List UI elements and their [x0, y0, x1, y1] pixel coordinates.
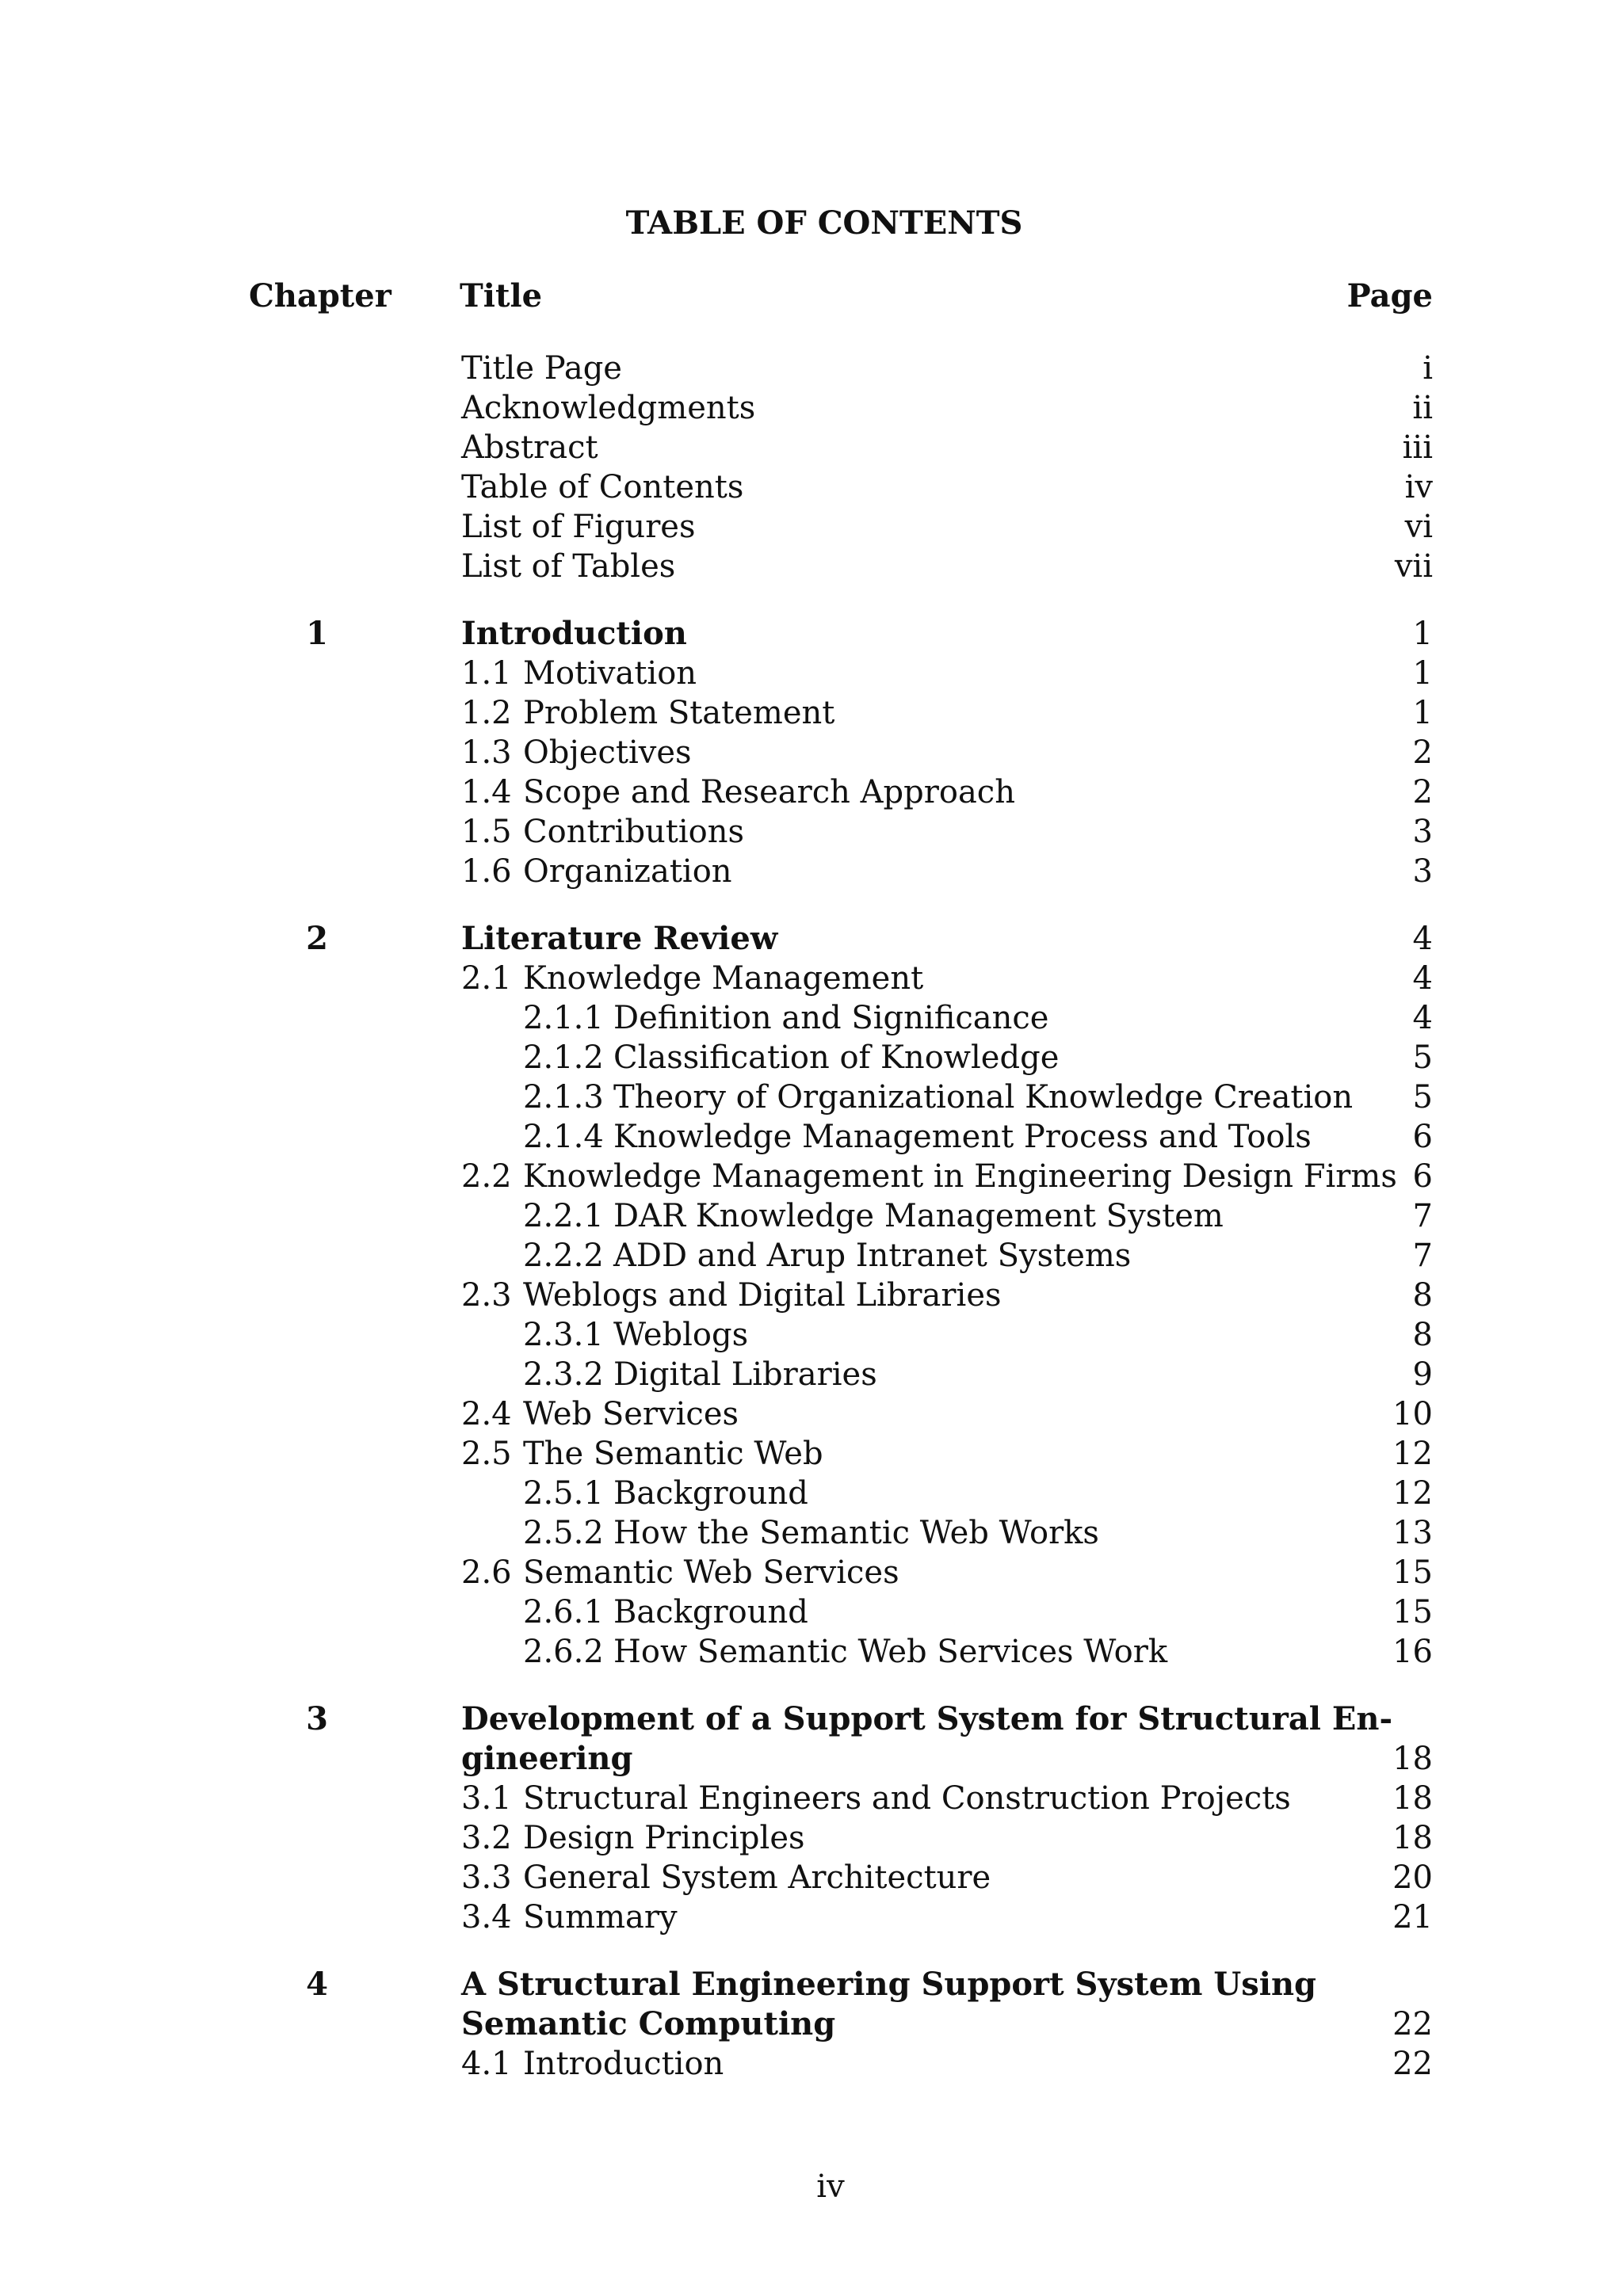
- toc-entry-title: [461, 733, 692, 772]
- toc-entry-page: 4: [1412, 960, 1433, 997]
- section-number: 2.1.4: [523, 1119, 604, 1155]
- toc-entry: [0, 507, 1623, 547]
- toc-entry-page: 18: [1392, 1741, 1433, 1777]
- section-number: 2.2.1: [523, 1198, 604, 1234]
- toc-entry-page: 21: [1392, 1899, 1433, 1936]
- toc-entry-title: [461, 959, 923, 998]
- toc-entry-label: Knowledge Management in Engineering Design Firms: [523, 1158, 1397, 1195]
- section-number: 2.3.1: [523, 1317, 604, 1353]
- section-number: 1.4: [461, 774, 512, 810]
- toc-entry-page: 2: [1412, 734, 1433, 771]
- toc-entry-label: Knowledge Management Process and Tools: [613, 1119, 1312, 1155]
- toc-entry-title: [461, 614, 687, 654]
- toc-entry-label: Definition and Significance: [613, 1000, 1049, 1036]
- toc-entry-page: 22: [1392, 2046, 1433, 2082]
- section-number: 1.1: [461, 655, 512, 692]
- toc-entry-label: General System Architecture: [523, 1859, 991, 1896]
- section-number: 1.5: [461, 814, 512, 850]
- toc-entry-label: Semantic Web Services: [523, 1554, 899, 1591]
- section-number: 4.1: [461, 2046, 512, 2082]
- toc-entry: [0, 1818, 1623, 1858]
- toc-entry: [0, 1394, 1623, 1434]
- toc-entry: [0, 428, 1623, 467]
- toc-entry-title: [461, 1434, 823, 1474]
- section-number: 1.2: [461, 695, 512, 731]
- toc-entry-title: [461, 1779, 1291, 1818]
- toc-entry-title: [523, 1196, 1224, 1236]
- toc-entry-title: [461, 919, 777, 959]
- column-header-title: Title: [460, 277, 543, 315]
- toc-entry: [0, 1434, 1623, 1474]
- section-number: 2.1.2: [523, 1039, 604, 1076]
- section-number: 3.2: [461, 1820, 512, 1856]
- section-number: 1.6: [461, 853, 512, 890]
- toc-entry: [0, 1513, 1623, 1553]
- section-number: 2.1: [461, 960, 512, 997]
- toc-entry-title: [461, 1818, 805, 1858]
- toc-entry-label: List of Figures: [461, 509, 696, 545]
- toc-entry-page: 22: [1392, 2006, 1433, 2042]
- toc-entry-title: [461, 1276, 1002, 1315]
- toc-entry: [0, 1858, 1623, 1897]
- section-number: 2.6.1: [523, 1594, 604, 1630]
- toc-entry: [0, 1196, 1623, 1236]
- toc-entry-page: 3: [1412, 814, 1433, 850]
- toc-entry: [0, 1038, 1623, 1077]
- toc-entry-page: 6: [1412, 1158, 1433, 1195]
- toc-entry-page: 4: [1412, 1000, 1433, 1036]
- toc-entry: [0, 1236, 1623, 1276]
- toc-entry-title: [523, 1038, 1059, 1077]
- toc-entry-label: Scope and Research Approach: [523, 774, 1015, 810]
- toc-entry-label: Contributions: [523, 814, 745, 850]
- toc-entry-title: [461, 812, 744, 852]
- toc-entry: [0, 1592, 1623, 1632]
- toc-entry-title: [523, 1077, 1353, 1117]
- toc-entry-title: [461, 349, 622, 388]
- toc-entry-title: [461, 507, 696, 547]
- toc-entry-page: vi: [1404, 509, 1433, 545]
- toc-chapter-entry: [0, 1965, 1623, 2004]
- toc-entry-title: [461, 772, 1015, 812]
- toc-entry-label: gineering: [461, 1740, 633, 1777]
- toc-entry-page: 2: [1412, 774, 1433, 810]
- toc-entry: [0, 1157, 1623, 1196]
- toc-entry: [0, 1355, 1623, 1394]
- toc-entry-title: [461, 1897, 678, 1937]
- chapter-number: 1: [306, 615, 328, 652]
- toc-entry-page: iv: [1404, 469, 1433, 505]
- section-number: 3.1: [461, 1780, 512, 1817]
- toc-entry-page: 1: [1412, 695, 1433, 731]
- toc-entry-title: [523, 1355, 877, 1394]
- section-number: 2.3.2: [523, 1356, 604, 1393]
- toc-entry-label: Weblogs and Digital Libraries: [523, 1277, 1002, 1314]
- section-number: 2.2.2: [523, 1238, 604, 1274]
- toc-entry-label: ADD and Arup Intranet Systems: [613, 1238, 1132, 1274]
- toc-entry: [0, 998, 1623, 1038]
- toc-entry-label: Background: [613, 1475, 808, 1512]
- toc-entry-title: [461, 654, 697, 693]
- toc-entry-label: Objectives: [523, 734, 692, 771]
- toc-entry-page: 5: [1412, 1039, 1433, 1076]
- section-number: 2.3: [461, 1277, 512, 1314]
- toc-chapter-entry: [0, 614, 1623, 654]
- toc-entry: [0, 1315, 1623, 1355]
- toc-entry-label: How the Semantic Web Works: [613, 1515, 1099, 1551]
- toc-entry: [0, 1897, 1623, 1937]
- toc-entry-label: Motivation: [523, 655, 697, 692]
- section-number: 2.6: [461, 1554, 512, 1591]
- toc-entry: [0, 693, 1623, 733]
- section-number: 2.4: [461, 1396, 512, 1432]
- toc-entry-title: [461, 852, 732, 891]
- section-number: 2.1.1: [523, 1000, 604, 1036]
- toc-entry-label: List of Tables: [461, 548, 676, 585]
- toc-entry-title: [523, 1474, 808, 1513]
- toc-entry-page: 1: [1412, 616, 1433, 652]
- toc-entry-label: Introduction: [461, 615, 687, 652]
- section-number: 1.3: [461, 734, 512, 771]
- toc-entry-title: [461, 388, 755, 428]
- toc-heading: TABLE OF CONTENTS: [625, 204, 1023, 242]
- toc-entry-page: 8: [1412, 1277, 1433, 1314]
- toc-entry-title: [523, 1315, 748, 1355]
- toc-entry-page: 12: [1392, 1475, 1433, 1512]
- toc-entry-page: 18: [1392, 1820, 1433, 1856]
- toc-chapter-entry: [0, 1699, 1623, 1739]
- toc-entry-label: Structural Engineers and Construction Projects: [523, 1780, 1291, 1817]
- toc-entry: [0, 547, 1623, 586]
- toc-entry-page: 7: [1412, 1238, 1433, 1274]
- toc-entry-page: vii: [1394, 548, 1433, 585]
- toc-entry-title: [523, 1513, 1099, 1553]
- toc-entry-title: [461, 1553, 899, 1592]
- toc-entry: [0, 1276, 1623, 1315]
- toc-entry-title: [461, 1394, 739, 1434]
- toc-entry: [0, 349, 1623, 388]
- section-number: 3.3: [461, 1859, 512, 1896]
- chapter-number: 4: [306, 1966, 328, 2003]
- toc-entry: [0, 1117, 1623, 1157]
- toc-entry-page: 9: [1412, 1356, 1433, 1393]
- toc-entry-page: 3: [1412, 853, 1433, 890]
- toc-entry-label: Introduction: [523, 2046, 724, 2082]
- column-header-chapter: Chapter: [249, 277, 391, 315]
- toc-entry-label: Web Services: [523, 1396, 739, 1432]
- toc-entry-page: 7: [1412, 1198, 1433, 1234]
- toc-entry-page: ii: [1412, 390, 1433, 426]
- section-number: 2.2: [461, 1158, 512, 1195]
- toc-entry-label: Semantic Computing: [461, 2005, 836, 2042]
- toc-entry: [0, 772, 1623, 812]
- toc-entry-title: [523, 1632, 1167, 1672]
- toc-entry: [0, 1553, 1623, 1592]
- toc-entry: [0, 1779, 1623, 1818]
- toc-entry-label: The Semantic Web: [523, 1436, 823, 1472]
- toc-entry-title: [523, 1236, 1131, 1276]
- section-number: 2.6.2: [523, 1634, 604, 1670]
- toc-entry-label: DAR Knowledge Management System: [613, 1198, 1224, 1234]
- toc-entry-title: [461, 1739, 632, 1779]
- toc-entry-label: Summary: [523, 1899, 678, 1936]
- toc-entry-title: [461, 1965, 1316, 2004]
- toc-entry-label: Problem Statement: [523, 695, 835, 731]
- toc-entry-label: Literature Review: [461, 920, 778, 957]
- toc-entry-title: [461, 2004, 835, 2044]
- toc-chapter-entry: [0, 2004, 1623, 2044]
- toc-entry-label: Acknowledgments: [461, 390, 756, 426]
- toc-entry-title: [523, 1117, 1312, 1157]
- toc-entry-title: [461, 428, 598, 467]
- toc-entry: [0, 388, 1623, 428]
- toc-entry-label: Knowledge Management: [523, 960, 924, 997]
- toc-entry-page: i: [1423, 350, 1433, 387]
- toc-entry: [0, 654, 1623, 693]
- toc-entry: [0, 812, 1623, 852]
- toc-entry-page: 15: [1392, 1554, 1433, 1591]
- toc-entry-label: Theory of Organizational Knowledge Creation: [613, 1079, 1354, 1116]
- toc-entry-label: Development of a Support System for Structural En-: [461, 1700, 1393, 1737]
- toc-entry-title: [461, 1699, 1392, 1739]
- toc-chapter-entry: [0, 919, 1623, 959]
- toc-entry-page: iii: [1402, 429, 1433, 466]
- toc-entry: [0, 1077, 1623, 1117]
- toc-entry-title: [461, 693, 834, 733]
- toc-entry-label: A Structural Engineering Support System Using: [461, 1966, 1317, 2003]
- section-number: 2.5.2: [523, 1515, 604, 1551]
- toc-entry-page: 16: [1392, 1634, 1433, 1670]
- toc-entry-title: [461, 547, 675, 586]
- section-number: 2.1.3: [523, 1079, 604, 1116]
- toc-entry-page: 6: [1412, 1119, 1433, 1155]
- toc-entry-page: 13: [1392, 1515, 1433, 1551]
- toc-entry: [0, 959, 1623, 998]
- toc-entry-title: [461, 2044, 724, 2084]
- page-number: iv: [816, 2168, 845, 2205]
- toc-entry-label: Weblogs: [613, 1317, 749, 1353]
- toc-entry: [0, 2044, 1623, 2084]
- chapter-number: 2: [306, 920, 328, 957]
- section-number: 2.5: [461, 1436, 512, 1472]
- toc-entry-label: Design Principles: [523, 1820, 805, 1856]
- toc-entry-title: [461, 467, 743, 507]
- toc-entry-label: Title Page: [461, 350, 622, 387]
- toc-entry-label: Classification of Knowledge: [613, 1039, 1060, 1076]
- toc-entry-label: How Semantic Web Services Work: [613, 1634, 1168, 1670]
- chapter-number: 3: [306, 1700, 328, 1737]
- toc-entry-page: 8: [1412, 1317, 1433, 1353]
- toc-entry: [0, 1632, 1623, 1672]
- toc-entry-label: Organization: [523, 853, 732, 890]
- toc-entry: [0, 467, 1623, 507]
- toc-entry-title: [461, 1858, 991, 1897]
- toc-chapter-entry: [0, 1739, 1623, 1779]
- toc-entry-page: 15: [1392, 1594, 1433, 1630]
- toc-entry: [0, 852, 1623, 891]
- section-number: 2.5.1: [523, 1475, 604, 1512]
- toc-entry-page: 5: [1412, 1079, 1433, 1116]
- toc-entry-label: Background: [613, 1594, 808, 1630]
- toc-entry: [0, 733, 1623, 772]
- toc-entry-page: 1: [1412, 655, 1433, 692]
- toc-entry-label: Abstract: [461, 429, 598, 466]
- toc-entry-page: 12: [1392, 1436, 1433, 1472]
- toc-entry-page: 20: [1392, 1859, 1433, 1896]
- toc-entry-page: 18: [1392, 1780, 1433, 1817]
- section-number: 3.4: [461, 1899, 512, 1936]
- toc-entry-title: [523, 998, 1048, 1038]
- toc-entry-label: Table of Contents: [461, 469, 744, 505]
- toc-entry-title: [461, 1157, 1397, 1196]
- toc-entry-page: 4: [1412, 921, 1433, 957]
- toc-entry-page: 10: [1392, 1396, 1433, 1432]
- toc-entry: [0, 1474, 1623, 1513]
- column-header-page: Page: [1346, 277, 1433, 315]
- toc-entry-label: Digital Libraries: [613, 1356, 877, 1393]
- toc-entry-title: [523, 1592, 808, 1632]
